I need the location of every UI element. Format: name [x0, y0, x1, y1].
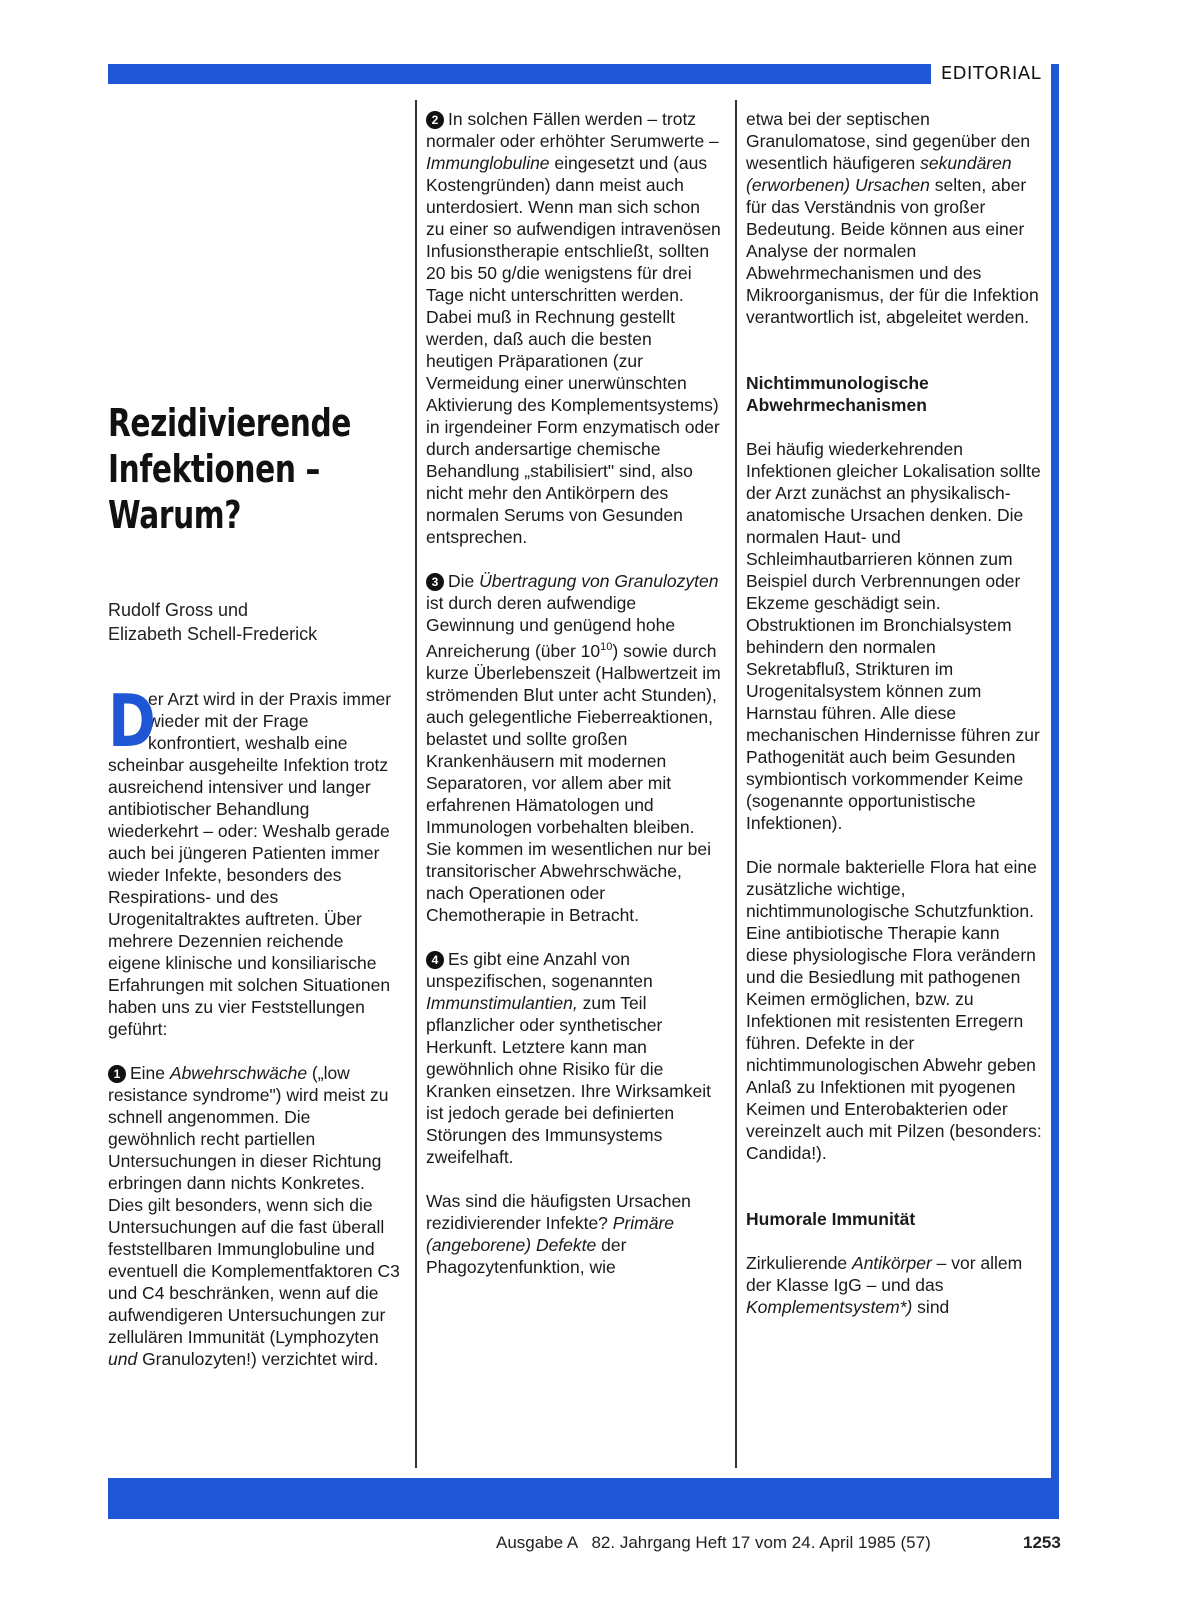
number-3-icon: 3 — [426, 573, 444, 591]
drop-cap: D — [108, 679, 156, 763]
number-1-icon: 1 — [108, 1065, 126, 1083]
article-authors — [108, 598, 408, 646]
number-4-icon: 4 — [426, 951, 444, 969]
column-divider-2 — [735, 100, 737, 1468]
continuation-paragraph: etwa bei der septischen Granulomatose, sind gegenüber den wesentlich häufigeren sekundären (erworbenen) Ursachen selten, aber für das Verständnis von großer Bedeutung. Beide können aus einer Analyse der normalen Abwehrmechanismen und des Mikroorganismus, der für die Infektion verantwortlich ist, abgeleitet werden. — [746, 109, 1039, 327]
term-antikoerper: Antikörper — [852, 1253, 932, 1273]
title-line-2: Infektionen – — [108, 447, 320, 491]
humoral-paragraph: Zirkulierende Antikörper – vor allem der Klasse IgG – und das Komplementsystem*) sind — [746, 1253, 1023, 1317]
point-2-paragraph: 2 In solchen Fällen werden – trotz normaler oder erhöhter Serumwerte – Immunglobuline eingesetzt und (aus Kostengründen) dann meist auch unterdosiert. Wenn man sich schon zu einer so aufwendigen intravenösen Infusionstherapie entschließt, sollten 20 bis 50 g/die wenigstens für drei Tage nicht unterschritten werden. Dabei muß in Rechnung gestellt werden, daß auch die besten heutigen Präparationen (zur Vermeidung einer unerwünschten Aktivierung des Komplementsystems) in irgendeiner Form enzymatisch oder durch andersartige chemische Behandlung „stabilisiert" sind, also nicht mehr den Antikörpern des normalen Serums von Gesunden entsprechen. — [426, 109, 721, 547]
term-primaere-defekte: Primäre (angeborene) Defekte — [426, 1212, 675, 1255]
point-1-paragraph: 1 Eine Abwehrschwäche („low resistance syndrome") wird meist zu schnell angenommen. Die gewöhnlich recht partiellen Untersuchungen in dieser Richtung erbringen dann nichts Konkretes. Dies gilt besonders, wenn sich die Untersuchungen auf die fast überall feststellbaren Immunglobuline und eventuell die Komplementfaktoren C3 und C4 beschränken, wenn auf die aufwendigeren Untersuchungen zur zellulären Immunität (Lymphozyten und Granulozyten!) verzichtet wird. — [108, 1063, 400, 1369]
causes-paragraph: Was sind die häufigsten Ursachen rezidivierender Infekte? Primäre (angeborene) Defekte der Phagozytenfunktion, wie — [426, 1190, 691, 1277]
article-title — [108, 400, 350, 538]
term-sekundaere-ursachen: sekundären (erworbenen) Ursachen — [746, 153, 1012, 195]
text-column-2 — [426, 108, 722, 1278]
column-divider-1 — [415, 100, 417, 1468]
term-granulozyten: Übertragung von Granulozyten — [479, 571, 719, 591]
title-line-3: Warum? — [108, 493, 242, 537]
point-3-paragraph: 3 Die Übertragung von Granulozyten ist durch deren aufwendige Gewinnung und genügend hohe Anreicherung (über $10^{10}$) sowie durch kurze Überlebenszeit (Halbwertzeit im strömenden Blut unter acht Stunden), auch gelegentliche Fieberreaktionen, belastet und sollte großen Krankenhäusern mit modernen Separatoren, vor allem aber mit erfahrenen Hämatologen und Immunologen vorbehalten bleiben. Sie kommen im wesentlichen nur bei transitorischer Abwehrschwäche, nach Operationen oder Chemotherapie in Betracht. — [426, 571, 721, 925]
title-line-1: Rezidivierende — [108, 401, 351, 445]
intro-text: er Arzt wird in der Praxis immer wieder mit der Frage konfrontiert, weshalb eine scheinbar ausgeheilte Infektion trotz ausreichend intensiver und langer antibiotischer Behandlung wiederkehrt – oder: Weshalb gerade auch bei jüngeren Patienten immer wieder Infekte, besonders des Respirations- und des Urogenitaltraktes auftreten. Über mehrere Dezennien reichende eigene klinische und konsiliarische Erfahrungen mit solchen Situationen haben uns zu vier Feststellungen geführt: — [108, 689, 392, 1039]
point-4-paragraph: 4 Es gibt eine Anzahl von unspezifischen, sogenannten Immunstimulantien, zum Teil pflanzlicher oder synthetischer Herkunft. Letztere kann man gewöhnlich ohne Risiko für die Kranken einsetzen. Ihre Wirksamkeit ist jedoch gerade bei definierten Störungen des Immunsystems zweifelhaft. — [426, 948, 711, 1167]
text-column-3 — [746, 108, 1042, 1318]
footer-color-band — [108, 1478, 1059, 1519]
heading-nichtimmunologische-abwehr: Nichtimmunologische Abwehrmechanismen — [746, 373, 929, 415]
term-immunglobuline: Immunglobuline — [426, 153, 550, 173]
author-line-1: Rudolf Gross und — [108, 600, 249, 620]
term-komplementsystem: Komplementsystem*) — [746, 1297, 913, 1317]
nonimmuno-paragraph-2: Die normale bakterielle Flora hat eine zusätzliche wichtige, nichtimmunologische Schutzfunktion. Eine antibiotische Therapie kann diese physiologische Flora verändern und die Besiedlung mit pathogenen Keimen ermöglichen, bzw. zu Infektionen mit resistenten Erregern führen. Defekte in der nichtimmunologischen Abwehr geben Anlaß zu Infektionen mit pyogenen Keimen und Enterobakterien oder vereinzelt auch mit Pilzen (besonders: Candida!). — [746, 857, 1042, 1163]
header-color-band — [108, 64, 931, 84]
page-number: 1253 — [1023, 1533, 1061, 1552]
intro-paragraph — [108, 679, 400, 1040]
term-immunstimulantien: Immunstimulantien, — [426, 992, 578, 1013]
nonimmuno-paragraph-1: Bei häufig wiederkehrenden Infektionen gleicher Lokalisation sollte der Arzt zunächst an physikalisch-anatomische Ursachen denken. Die normalen Haut- und Schleimhautbarrieren können zum Beispiel durch Verbrennungen oder Ekzeme geschädigt sein. Obstruktionen im Bronchialsystem behindern den normalen Sekretabfluß, Strikturen im Urogenitalsystem können zum Harnstau führen. Alle diese mechanischen Hindernisse führen zur Pathogenität auch beim Gesunden symbiontisch vorkommender Keime (sogenannte opportunistische Infektionen). — [746, 439, 1041, 833]
heading-humorale-immunitaet: Humorale Immunität — [746, 1209, 916, 1229]
number-2-icon: 2 — [426, 111, 444, 129]
text-column-1 — [108, 679, 400, 1370]
section-label: EDITORIAL — [940, 63, 1042, 84]
footer-issue-info: Ausgabe A 82. Jahrgang Heft 17 vom 24. April 1985 (57) — [496, 1533, 931, 1552]
superscript-exponent: 10 — [600, 641, 613, 653]
author-line-2: Elizabeth Schell-Frederick — [108, 624, 318, 644]
right-color-band — [1051, 64, 1059, 1519]
term-abwehrschwaeche: Abwehrschwäche — [169, 1063, 308, 1083]
